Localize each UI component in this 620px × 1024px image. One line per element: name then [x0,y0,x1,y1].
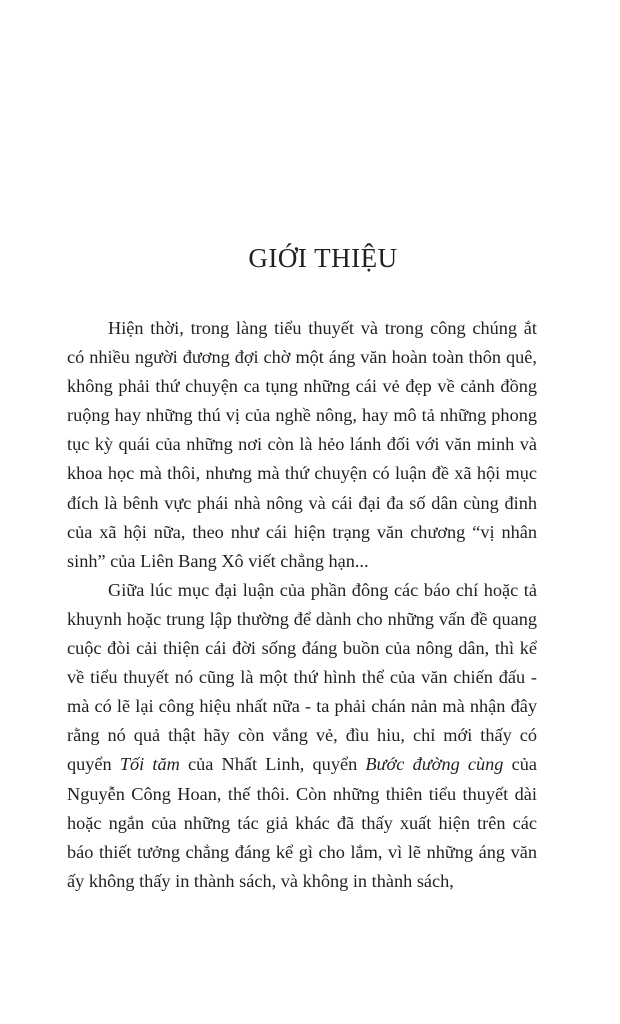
paragraph-2-text-a: Giữa lúc mục đại luận của phần đông các báo chí hoặc tả khuynh hoặc trung lập thường để dành cho những vấn đề quang cuộc đòi cải thiện cái đời sống đáng buồn của nông dân, thì kể về tiểu thuyết nó cũng là một thứ hình thể của văn chiến đấu - mà có lẽ lại công hiệu nhất nữa - ta phải chán nản mà nhận đây rằng nó quả thật hãy còn vắng vẻ, đìu hiu, chỉ mới thấy có quyển [67,579,537,775]
book-title-buoc-duong-cung: Bước đường cùng [365,754,504,775]
paragraph-2-text-c: của Nguyễn Công Hoan, thế thôi. Còn những thiên tiểu thuyết dài hoặc ngắn của những tác giả khác đã thấy xuất hiện trên các báo thiết tưởng chẳng đáng kể gì cho lắm, vì lẽ những áng văn ấy không thấy in thành sách, và không in thành sách, [67,754,537,891]
book-title-toi-tam: Tối tăm [119,754,180,775]
body-text [67,314,537,896]
paragraph-2 [67,576,537,896]
paragraph-1: Hiện thời, trong làng tiểu thuyết và trong công chúng ắt có nhiều người đương đợi chờ một áng văn hoàn toàn thôn quê, không phải thứ chuyện ca tụng những cái vẻ đẹp về cảnh đồng ruộng hay những thú vị của nghề nông, hay mô tả những phong tục kỳ quái của những nơi còn là hẻo lánh đối với văn minh và khoa học mà thôi, nhưng mà thứ chuyện có luận đề xã hội mục đích là bênh vực phái nhà nông và cái đại đa số dân cùng đinh của xã hội nữa, theo như cái hiện trạng văn chương “vị nhân sinh” của Liên Bang Xô viết chẳng hạn... [67,318,537,571]
paragraph-2-text-b: của Nhất Linh, quyển [179,754,366,775]
chapter-title: GIỚI THIỆU [248,243,398,273]
